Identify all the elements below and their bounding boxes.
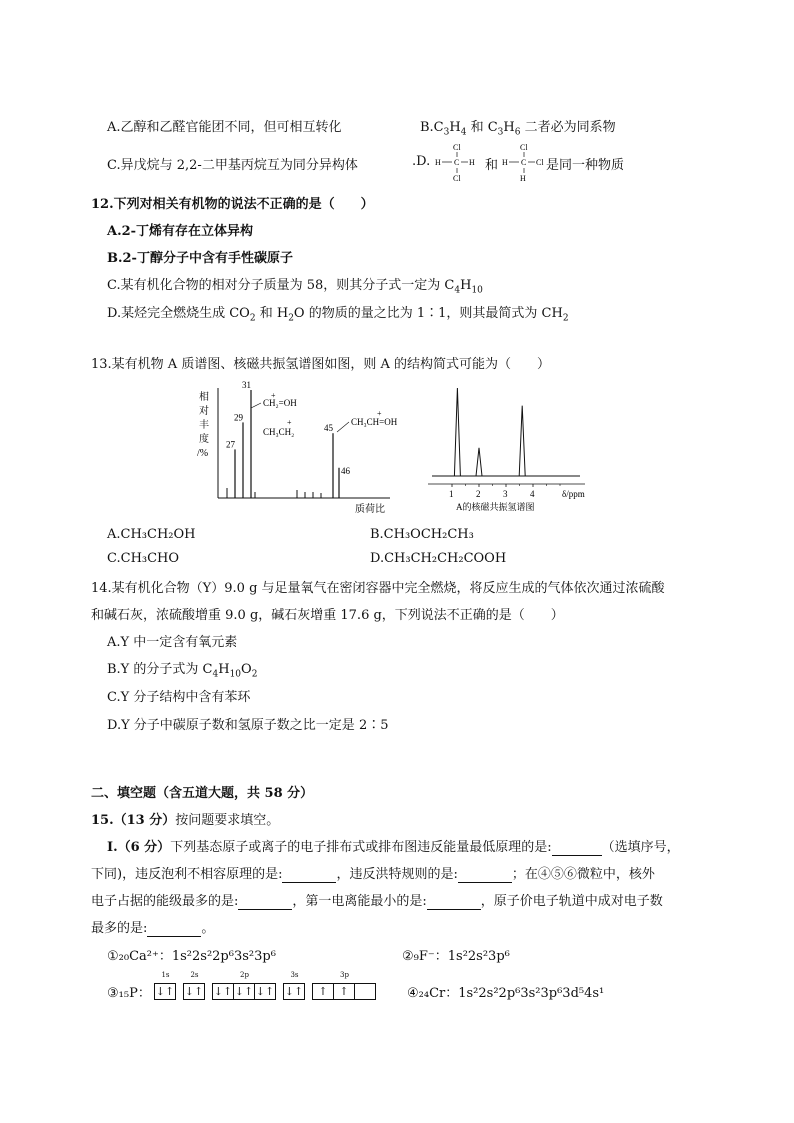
- orbital-group-2p: [213, 971, 276, 1000]
- q15-heading: 15.（13 分）按问题要求填空。: [91, 813, 280, 828]
- svg-text:Cl: Cl: [520, 143, 528, 152]
- nmr-tick-label: 4: [530, 489, 535, 499]
- q15-item-3: ③₁₅P： 1s ↓↑ 2s ↓↑ 2p ↓↑ ↓↑ ↓↑ 3s ↓↑ 3p ↑ ↑: [107, 982, 384, 1001]
- q15-line1: Ⅰ.（6 分）下列基态原子或离子的电子排布式或排布图违反能量最低原理的是: （选填序号，: [107, 840, 680, 855]
- orbital-label: 1s: [161, 971, 170, 979]
- orbital-label: 2p: [240, 971, 249, 979]
- nmr-title: A的核磁共振氢谱图: [456, 502, 535, 512]
- q12-option-b: B.2-丁醇分子中含有手性碳原子: [107, 251, 293, 266]
- orbital-box: ↓↑: [255, 985, 275, 998]
- ms-ylabel-5: /%: [197, 448, 209, 459]
- ms-xlabel: 质荷比: [355, 504, 385, 515]
- ms-peak-label-46: 46: [341, 465, 350, 476]
- q15-item-4: ④₂₄Cr：1s²2s²2p⁶3s²3p⁶3d⁵4s¹: [407, 986, 605, 1001]
- ms-peak-label-29: 29: [234, 412, 243, 423]
- orbital-label: 3p: [340, 971, 349, 979]
- svg-text:C: C: [521, 158, 527, 167]
- q11-option-d-prefix: .D.: [412, 154, 431, 169]
- blank-3[interactable]: [458, 867, 512, 883]
- ms-peak-label-27: 27: [226, 439, 235, 450]
- orbital-box: ↑: [312, 983, 334, 1000]
- q15-line3: 电子占据的能级最多的是: ，第一电离能最小的是: ，原子价电子轨道中成对电子数: [91, 894, 663, 909]
- blank-6[interactable]: [147, 921, 201, 937]
- blank-4[interactable]: [238, 894, 292, 910]
- ms-ylabel-3: 丰: [199, 420, 209, 431]
- orbital-box: ↓↑: [155, 985, 175, 998]
- q12-option-d: D.某烃完全燃烧生成 $CO_2$ 和 $H_2O$ 的物质的量之比为 1∶1，则其最简式为 $CH_2$: [107, 306, 569, 324]
- ms-annot-ch3choh: CH₃CH=OH: [351, 417, 398, 427]
- ms-annot-ch3ch2: CH₃CH₂: [263, 427, 295, 437]
- section-2-title: 二、填空题（含五道大题，共 58 分）: [91, 786, 314, 801]
- orbital-box: ↓↑: [284, 985, 304, 998]
- q14-stem-line2: 和碱石灰，浓硫酸增重 9.0 g，碱石灰增重 17.6 g，下列说法不正确的是（ ）: [91, 608, 564, 623]
- q14-stem-line1: 14.某有机化合物（Y）9.0 g 与足量氧气在密闭容器中完全燃烧，将反应生成的气体依次通过浓硫酸: [91, 581, 665, 596]
- orbital-group-3p: [313, 971, 376, 1000]
- structural-formula-2: [500, 140, 548, 184]
- q13-option-a: A.CH₃CH₂OH: [107, 527, 196, 542]
- svg-text:H: H: [520, 174, 526, 183]
- orbital-box: ↓↑: [213, 985, 233, 998]
- nmr-tick-label: 3: [503, 489, 508, 499]
- ms-ylabel-1: 相: [199, 392, 209, 403]
- q11-option-c: C.异戊烷与 2,2-二甲基丙烷互为同分异构体: [107, 158, 358, 173]
- ms-annot-ch3ch2-plus: +: [287, 418, 292, 427]
- ms-annot-ch3choh-plus: +: [377, 409, 382, 418]
- q13-option-b: B.CH₃OCH₂CH₃: [370, 527, 474, 542]
- svg-text:Cl: Cl: [453, 174, 461, 183]
- q11-option-d-suffix: 是同一种物质: [546, 158, 625, 173]
- q12-option-c: C.某有机化合物的相对分子质量为 58，则其分子式一定为 $C_4H_{10}$: [107, 278, 483, 296]
- svg-text:Cl: Cl: [536, 158, 544, 167]
- q14-option-c: C.Y 分子结构中含有苯环: [107, 690, 251, 705]
- orbital-group-3s: [284, 971, 305, 1000]
- orbital-box: ↑: [333, 983, 355, 1000]
- blank-1[interactable]: [552, 840, 602, 856]
- blank-5[interactable]: [427, 894, 481, 910]
- q13-option-c: C.CH₃CHO: [107, 551, 180, 566]
- orbital-group-1s: [155, 971, 176, 1000]
- q15-item-1: ①₂₀Ca²⁺：1s²2s²2p⁶3s²3p⁶: [107, 949, 276, 964]
- nmr-tick-label: 2: [476, 489, 481, 499]
- q14-option-b: B.Y 的分子式为 $C_4H_{10}O_2$: [107, 662, 258, 680]
- q14-option-a: A.Y 中一定含有氧元素: [107, 635, 238, 650]
- orbital-group-2s: [184, 971, 205, 1000]
- q15-item-2: ②₉F⁻：1s²2s²3p⁶: [402, 949, 510, 964]
- svg-text:H: H: [469, 158, 475, 167]
- q13-option-d: D.CH₃CH₂CH₂COOH: [370, 551, 507, 566]
- blank-2[interactable]: [282, 867, 336, 883]
- q14-option-d: D.Y 分子中碳原子数和氢原子数之比一定是 2∶5: [107, 718, 389, 733]
- nmr-spectrum-chart: [420, 378, 610, 518]
- nmr-spectrum-line: [432, 388, 580, 476]
- structural-formula-1: [433, 140, 479, 184]
- ms-peak-label-45: 45: [324, 423, 333, 434]
- ms-annot-ch2oh-plus: +: [271, 391, 276, 400]
- q12-option-a: A.2-丁烯有存在立体异构: [107, 224, 254, 239]
- ms-ylabel-4: 度: [199, 434, 209, 445]
- orbital-box: ↓↑: [184, 985, 204, 998]
- q13-stem: 13.某有机物 A 质谱图、核磁共振氢谱图如图，则 A 的结构简式可能为（ ）: [91, 357, 550, 372]
- svg-text:H: H: [435, 158, 441, 167]
- q11-option-a: A.乙醇和乙醛官能团不同，但可相互转化: [107, 120, 342, 135]
- ms-peak-label-31: 31: [242, 380, 251, 390]
- orbital-box: [354, 983, 376, 1000]
- svg-text:C: C: [454, 158, 460, 167]
- ms-ylabel-2: 对: [199, 406, 209, 417]
- nmr-xlabel: δ/ppm: [562, 489, 585, 499]
- q11-option-b: $B.C_3H_4$ 和 $C_3H_6$ 二者必为同系物: [420, 120, 616, 138]
- orbital-label: 2s: [190, 971, 199, 979]
- svg-text:H: H: [502, 158, 508, 167]
- q15-line4: 最多的是: 。: [91, 921, 215, 936]
- ms-annot-ch2oh: CH₂=OH: [263, 398, 297, 408]
- orbital-label: 3s: [290, 971, 299, 979]
- svg-text:Cl: Cl: [453, 143, 461, 152]
- orbital-box: ↓↑: [234, 985, 254, 998]
- q12-stem: 12.下列对相关有机物的说法不正确的是（ ）: [91, 197, 374, 212]
- q11-option-d-and: 和: [485, 158, 499, 173]
- nmr-tick-label: 1: [449, 489, 454, 499]
- q15-line2: 下同)，违反泡利不相容原理的是: ，违反洪特规则的是: ；在④⑤⑥微粒中，核外: [91, 867, 655, 882]
- mass-spectrum-chart: [195, 378, 405, 518]
